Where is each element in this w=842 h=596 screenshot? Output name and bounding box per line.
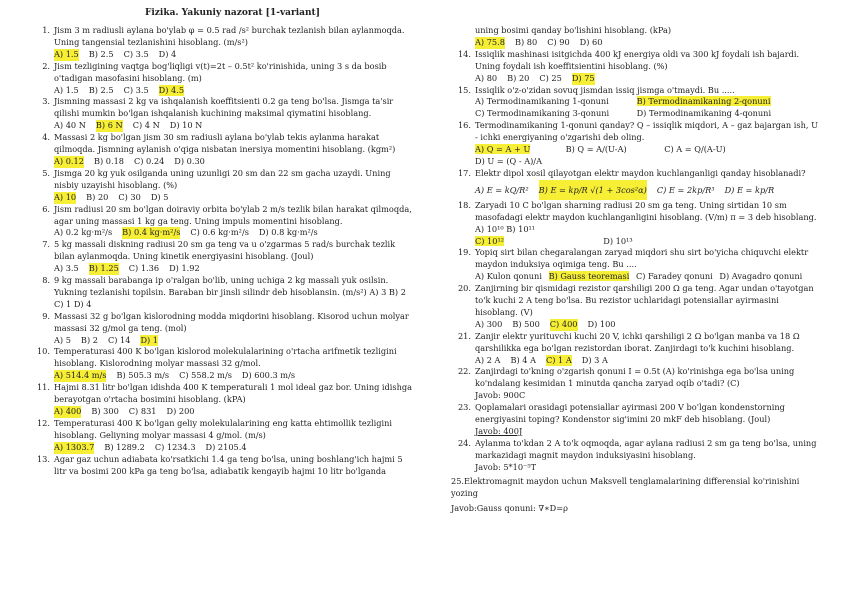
option-a: A) 40 N <box>54 120 86 131</box>
question-9: 9. Massasi 32 g bo'lgan kislorodning modda miqdorini hisoblang. Kisorod uchun molyar massasi 32 g/mol ga teng. (mol) A) 5 B) 2 C) 14 D) 1 <box>30 311 415 347</box>
option-d: D) E = kp/R <box>724 184 775 195</box>
options <box>475 37 823 49</box>
question-19: 19. Yopiq sirt bilan chegaralangan zaryad miqdori shu sirt bo'yicha chiquvchi elektr maydon induksiya oqimiga teng. Bu .... A) Kulon qonuni B) Gauss teoremasi C) Faradey qonuni D) Avagadro qonuni <box>451 247 823 283</box>
options <box>54 227 415 239</box>
options <box>54 442 415 454</box>
left-column <box>30 25 415 477</box>
question-18: 18. Zaryadi 10 C bo'lgan sharning radiusi 20 sm ga teng. Uning sirtidan 10 sm masofadagi elektr maydon kuchlanganligini hisoblang. (V/m) π = 3 deb hisoblang. A) 10¹⁰ B) 10¹¹ C) 10¹² D) 10¹³ <box>451 200 823 248</box>
question-2: 2. Jism tezligining vaqtga bog'liqligi v(t)=2t – 0.5t² ko'rinishida, uning 3 s da bosib o'tadigan masofasini hisoblang. (m) A) 1.5 B) 2.5 C) 3.5 D) 4.5 <box>30 61 415 97</box>
option-d: D) 1 <box>140 334 159 345</box>
question-13: 13. Agar gaz uchun adiabata ko'rsatkichi 1.4 ga teng bo'lsa, uning boshlang'ich hajmi 5 litr va bosimi 200 kPa ga teng bo'lsa, adiabatik kengayib hajmi 10 litr bo'lganda <box>30 454 415 478</box>
option-b: B) 0.18 <box>93 155 124 166</box>
options <box>475 355 823 367</box>
option-d: D) 4.5 <box>158 84 185 95</box>
option-a: A) 0.2 kg·m²/s <box>54 227 113 238</box>
option-a: A) 5 <box>54 334 71 345</box>
question-text: Elektr dipol xosil qilayotgan elektr maydon kuchlanganligi qanday hisoblanadi? <box>475 167 806 178</box>
options <box>54 335 415 347</box>
option-d: D) 0.30 <box>174 155 205 166</box>
option-a: A) 2 A <box>475 354 501 365</box>
question-text: 25.Elektromagnit maydon uchun Maksvell tenglamalarining differensial ko'rinishini yozing <box>451 475 800 498</box>
question-11: 11. Hajmi 8.31 litr bo'lgan idishda 400 K temperaturali 1 mol ideal gaz bor. Uning idishga berayotgan o'rtacha bosimini hisoblang. (kPA) A) 400 B) 300 C) 831 D) 200 <box>30 382 415 418</box>
option-a: A) 1.5 <box>54 48 79 59</box>
option-b: B) 2.5 <box>88 48 114 59</box>
option-c: C) Termodinamikaning 3-qonuni <box>475 108 610 119</box>
options <box>54 263 415 275</box>
question-text: Jism radiusi 20 sm bo'lgan doiraviy orbita bo'ylab 2 m/s tezlik bilan harakat qilmoqda, agar uning massasi 1 kg ga teng. Uning impuls momentini hisoblang. <box>54 203 412 226</box>
option-c: C) 831 <box>128 406 157 416</box>
answer: Javob: 900C <box>475 390 526 401</box>
option-c: C) Faradey qonuni <box>635 271 713 282</box>
option-d: D) 75 <box>571 72 595 83</box>
option-d: D) Avagadro qonuni <box>719 271 803 282</box>
option-b: B) 4 A <box>510 354 536 365</box>
question-14: 14. Issiqlik mashinasi isitgichda 400 kJ energiya oldi va 300 kJ foydali ish bajardi. Uning foydali ish koeffitsientini hisoblang. (%) A) 80 B) 20 C) 25 D) 75 <box>451 49 823 85</box>
option-c: C) A = Q/(A-U) <box>664 144 726 155</box>
question-text: Temperaturasi 400 K bo'lgan kislorod molekulalarining o'rtacha arifmetik tezligini hisoblang. Kislorodning molyar massasi 32 g/mol. <box>54 346 397 369</box>
question-22: 22. Zanjirdagi to'kning o'zgarish qonuni I = 0.5t (A) ko'rinishga ega bo'lsa uning ko'ndalang kesimidan 1 minutda qancha zaryad oqib o'tadi? (C) Javob: 900C <box>451 366 823 402</box>
option-b: B) 1.25 <box>88 263 119 274</box>
options <box>54 49 415 61</box>
option-c: C) 3.5 <box>123 84 149 95</box>
question-24: 24. Aylanma to'kdan 2 A to'k oqmoqda, agar aylana radiusi 2 sm ga teng bo'lsa, uning markazidagi magnit maydon induksiyasini hisoblang. Javob: 5*10⁻⁵T <box>451 438 823 474</box>
option-b: B) 0.4 kg·m²/s <box>122 227 181 238</box>
question-text: Jismga 20 kg yuk osilganda uning uzunligi 20 sm dan 22 sm gacha uzaydi. Uning nisbiy uzayishi hisoblang. (%) <box>54 167 391 190</box>
options <box>54 120 415 132</box>
question-23: 23. Qoplamalari orasidagi potensiallar ayirmasi 200 V bo'lgan kondenstorning energiyasini toping? Kondenstor sig'imini 20 mkF deb hisoblang. (Joul) Javob: 400J <box>451 402 823 438</box>
option-d: D) 1.92 <box>169 263 200 274</box>
question-text: 5 kg massali diskning radiusi 20 sm ga teng va u o'zgarmas 5 rad/s burchak tezlik bilan aylanmoqda. Uning kinetik energiyasini hisoblang. (Joul) <box>54 239 396 262</box>
options <box>54 406 415 418</box>
option-a: A) 514.4 m/s <box>54 370 107 381</box>
question-5: 5. Jismga 20 kg yuk osilganda uning uzunligi 20 sm dan 22 sm gacha uzaydi. Uning nisbiy uzayishi hisoblang. (%) A) 10 B) 20 C) 30 D) 5 <box>30 168 415 204</box>
option-c: C) 25 <box>539 72 562 83</box>
option-a: A) 75.8 <box>475 36 505 47</box>
option-d: D) 2105.4 <box>205 441 247 452</box>
question-20: 20. Zanjirning bir qismidagi rezistor qarshiligi 200 Ω ga teng. Agar undan o'tayotgan to'k kuchi 2 A teng bo'lsa. Bu rezistor uchlaridagi potensiallar ayirmasini hisoblang. (V) A) 300 B) 500 C) 400 D) 100 <box>451 283 823 331</box>
question-16: 16. Termodinamikaning 1-qonuni qanday? Q – issiqlik miqdori, A – gaz bajargan ish, U - ichki energiyaning o'zgarishi deb oling. A) Q = A + U B) Q = A/(U-A) C) A = Q/(A-U) D) U = (Q - A)/A <box>451 120 823 168</box>
question-text: Zaryadi 10 C bo'lgan sharning radiusi 20 sm ga teng. Uning sirtidan 10 sm masofadagi elektr maydon kuchlanganligini hisoblang. (V/m) π = 3 deb hisoblang. A) 10¹⁰ B) 10¹¹ <box>475 199 817 234</box>
options <box>475 236 823 248</box>
question-6: 6. Jism radiusi 20 sm bo'lgan doiraviy orbita bo'ylab 2 m/s tezlik bilan harakat qilmoqda, agar uning massasi 1 kg ga teng. Uning impuls momentini hisoblang. A) 0.2 kg·m²/s B) 0.4 kg·m²/s C) 0.6 kg·m²/s D) 0.8 kg·m²/s <box>30 204 415 240</box>
option-b: B) Q = A/(U-A) <box>565 144 627 155</box>
question-text: Massasi 2 kg bo'lgan jism 30 sm radiusli aylana bo'ylab tekis aylanma harakat qilmoqda. Jismning aylanish o'qiga nisbatan inersiya momentini hisoblang. (kgm²) <box>54 132 396 155</box>
option-b: B) 505.3 m/s <box>116 370 170 381</box>
option-b: B) 80 <box>514 36 538 47</box>
options <box>54 192 415 204</box>
question-25 <box>451 476 823 516</box>
question-21: 21. Zanjir elektr yurituvchi kuchi 20 V, ichki qarshiligi 2 Ω bo'lgan manba va 18 Ω qarshilikka ega bo'lgan rezistordan iborat. Zanjirdagi to'k kuchini hisoblang. A) 2 A B) 4 A C) 1 A D) 3 A <box>451 331 823 367</box>
question-text: 9 kg massali barabanga ip o'ralgan bo'lib, uning uchiga 2 kg massali yuk osilsin. Yukning tezlanishi topilsin. Baraban bir jinsli silindr deb hisoblansin. (m/s²) A) 3 B) 2 C) 1 D) 4 <box>54 275 406 309</box>
options <box>54 156 415 168</box>
option-a: A) 400 <box>54 406 82 416</box>
option-a: A) 300 <box>475 318 503 329</box>
option-d: D) 5 <box>150 191 169 202</box>
option-d: D) 3 A <box>581 354 608 365</box>
option-a: A) 80 <box>475 72 498 83</box>
option-a: A) 1303.7 <box>54 441 95 452</box>
question-text: Termodinamikaning 1-qonuni qanday? Q – issiqlik miqdori, A – gaz bajargan ish, U - ichki energiyaning o'zgarishi deb oling. <box>475 120 818 143</box>
option-b: B) Gauss teoremasi <box>548 271 630 282</box>
options <box>54 370 415 382</box>
question-text: Jism 3 m radiusli aylana bo'ylab φ = 0.5 rad /s² burchak tezlanish bilan aylanmoqda. Uning tangensial tezlanishini hisoblang. (m/s²) <box>54 25 405 47</box>
option-a: A) Q = A + U <box>475 144 531 155</box>
question-text: Qoplamalari orasidagi potensiallar ayirmasi 200 V bo'lgan kondenstorning energiyasini toping? Kondenstor sig'imini 20 mkF deb hisoblang. (Joul) <box>475 402 785 425</box>
question-text: Hajmi 8.31 litr bo'lgan idishda 400 K temperaturali 1 mol ideal gaz bor. Uning idishga berayotgan o'rtacha bosimini hisoblang. (kPA) <box>54 382 413 405</box>
option-d: D) U = (Q - A)/A <box>475 155 542 166</box>
page-title: Fizika. Yakuniy nazorat [1-variant] <box>145 8 320 18</box>
question-4: 4. Massasi 2 kg bo'lgan jism 30 sm radiusli aylana bo'ylab tekis aylanma harakat qilmoqda. Jismning aylanish o'qiga nisbatan inersiya momentini hisoblang. (kgm²) A) 0.12 B) 0.18 C) 0.24 D) 0.30 <box>30 132 415 168</box>
question-text: Zanjirning bir qismidagi rezistor qarshiligi 200 Ω ga teng. Agar undan o'tayotgan to'k kuchi 2 A teng bo'lsa. Bu rezistor uchlaridagi potensiallar ayirmasini hisoblang. (V) <box>475 283 814 317</box>
answer: Javob: 5*10⁻⁵T <box>475 461 537 472</box>
option-b: B) E = kp/R √(1 + 3cos²α) <box>539 180 647 200</box>
option-d: D) 10 N <box>169 120 203 131</box>
option-c: C) 1 A <box>545 354 572 365</box>
options <box>54 85 415 97</box>
option-b: B) Termodinamikaning 2-qonuni <box>636 96 771 107</box>
question-text: Zanjir elektr yurituvchi kuchi 20 V, ichki qarshiligi 2 Ω bo'lgan manba va 18 Ω qarshilikka ega bo'lgan rezistordan iborat. Zanjirdagi to'k kuchini hisoblang. <box>475 330 800 353</box>
option-c: C) 1234.3 <box>154 441 196 452</box>
option-c: C) 30 <box>118 191 141 202</box>
option-b: B) 300 <box>91 406 119 416</box>
option-a: A) 10 <box>54 191 77 202</box>
option-b: B) 1289.2 <box>104 441 145 452</box>
option-b: B) 500 <box>512 318 540 329</box>
question-text: Jismning massasi 2 kg va ishqalanish koeffitsienti 0.2 ga teng bo'lsa. Jismga ta'sir qilishi mumkin bo'lgan ishqalanish kuchining maksimal qiymatini hisoblang. <box>54 96 394 119</box>
option-d: D) 100 <box>587 318 616 329</box>
option-c: C) 1.36 <box>128 263 160 274</box>
options <box>475 271 823 283</box>
option-c: C) 10¹² <box>475 235 505 246</box>
options <box>475 319 823 331</box>
option-d: D) 4 <box>158 48 177 59</box>
question-text: uning bosimi qanday bo'lishini hisoblang. (kPa) <box>475 25 672 35</box>
question-text: Yopiq sirt bilan chegaralangan zaryad miqdori shu sirt bo'yicha chiquvchi elektr maydon induksiya oqimiga teng. Bu .... <box>475 247 809 270</box>
option-a: A) 0.12 <box>54 155 84 166</box>
right-column <box>451 25 823 515</box>
answer: Javob:Gauss qonuni: ∇∗D=ρ <box>451 503 568 514</box>
option-b: B) 6 N <box>95 120 123 131</box>
question-7: 7. 5 kg massali diskning radiusi 20 sm ga teng va u o'zgarmas 5 rad/s burchak tezlik bilan aylanmoqda. Uning kinetik energiyasini hisoblang. (Joul) A) 3.5 B) 1.25 C) 1.36 D) 1.92 <box>30 239 415 275</box>
question-12: 12. Temperaturasi 400 K bo'lgan geliy molekulalarining eng katta ehtimollik tezligini hisoblang. Geliyning molyar massasi 4 g/mol. (m/s) A) 1303.7 B) 1289.2 C) 1234.3 D) 2105.4 <box>30 418 415 454</box>
question-text: Temperaturasi 400 K bo'lgan geliy molekulalarining eng katta ehtimollik tezligini hisoblang. Geliyning molyar massasi 4 g/mol. (m/s) <box>54 417 393 440</box>
option-c: C) 558.2 m/s <box>179 370 232 381</box>
question-text: Massasi 32 g bo'lgan kislorodning modda miqdorini hisoblang. Kisorod uchun molyar massasi 32 g/mol ga teng. (mol) <box>54 310 409 333</box>
option-c: C) 90 <box>547 36 570 47</box>
question-10: 10. Temperaturasi 400 K bo'lgan kislorod molekulalarining o'rtacha arifmetik tezligini hisoblang. Kislorodning molyar massasi 32 g/mol. A) 514.4 m/s B) 505.3 m/s C) 558.2 m/s D) 600.3 m/s <box>30 346 415 382</box>
question-text: Issiqlik mashinasi isitgichda 400 kJ energiya oldi va 300 kJ foydali ish bajardi. Uning foydali ish koeffitsientini hisoblang. (%) <box>475 48 800 71</box>
option-d: D) 0.8 kg·m²/s <box>258 227 318 238</box>
option-a: A) 3.5 <box>54 263 79 274</box>
option-c: C) 0.24 <box>134 155 165 166</box>
option-a: A) 1.5 <box>54 84 79 95</box>
question-text: Issiqlik o'z-o'zidan sovuq jismdan issiq jismga o'tmaydi. Bu ..... <box>475 84 735 95</box>
question-1: 1. Jism 3 m radiusli aylana bo'ylab φ = 0.5 rad /s² burchak tezlanish bilan aylanmoqda. Uning tangensial tezlanishini hisoblang. (m/s²) A) 1.5 B) 2.5 C) 3.5 D) 4 <box>30 25 415 61</box>
option-d: D) 600.3 m/s <box>241 370 296 381</box>
question-15: 15. Issiqlik o'z-o'zidan sovuq jismdan issiq jismga o'tmaydi. Bu ..... A) Termodinamikaning 1-qonuni B) Termodinamikaning 2-qonuni C) Termodinamikaning 3-qonuni D) Termodinamikaning 4-qonuni <box>451 85 823 121</box>
option-a: A) Termodinamikaning 1-qonuni <box>475 96 609 107</box>
option-d: D) 200 <box>166 406 195 416</box>
answer: Javob: 400J <box>475 426 523 436</box>
option-a: A) E = kQ/R² <box>475 184 529 195</box>
option-b: B) 20 <box>86 191 109 202</box>
option-c: C) 3.5 <box>123 48 149 59</box>
option-d: D) 60 <box>579 36 603 47</box>
option-b: B) 20 <box>507 72 530 83</box>
options-row-1 <box>475 96 823 108</box>
options <box>475 73 823 85</box>
question-text: Agar gaz uchun adiabata ko'rsatkichi 1.4 ga teng bo'lsa, uning boshlang'ich hajmi 5 litr va bosimi 200 kPa ga teng bo'lsa, adiabatik kengayib hajmi 10 litr bo'lganda <box>54 453 403 476</box>
question-13-continued <box>451 25 823 49</box>
options-row-2 <box>475 108 823 120</box>
question-text: Aylanma to'kdan 2 A to'k oqmoqda, agar aylana radiusi 2 sm ga teng bo'lsa, uning markazidagi magnit maydon induksiyasini hisoblang. <box>475 437 817 460</box>
option-b: B) 2 <box>80 334 98 345</box>
question-3: 3. Jismning massasi 2 kg va ishqalanish koeffitsienti 0.2 ga teng bo'lsa. Jismga ta'sir qilishi mumkin bo'lgan ishqalanish kuchining maksimal qiymatini hisoblang. A) 40 N B) 6 N C) 4 N D) 10 N <box>30 96 415 132</box>
option-c: C) 0.6 kg·m²/s <box>190 227 249 238</box>
question-8: 8. 9 kg massali barabanga ip o'ralgan bo'lib, uning uchiga 2 kg massali yuk osilsin. Yukning tezlanishi topilsin. Baraban bir jinsli silindr deb hisoblansin. (m/s²) A) 3 B) 2 C) 1 D) 4 <box>30 275 415 311</box>
option-d: D) 10¹³ <box>603 235 633 246</box>
question-17: 17. Elektr dipol xosil qilayotgan elektr maydon kuchlanganligi qanday hisoblanadi? A) E = kQ/R² B) E = kp/R √(1 + 3cos²α) C) E = 2kp/R³ D) E = kp/R <box>451 168 823 200</box>
option-a: A) Kulon qonuni <box>475 271 542 282</box>
option-c: C) 4 N <box>132 120 160 131</box>
option-d: D) Termodinamikaning 4-qonuni <box>636 108 772 119</box>
question-text: Jism tezligining vaqtga bog'liqligi v(t)=2t – 0.5t² ko'rinishida, uning 3 s da bosib o'tadigan masofasini hisoblang. (m) <box>54 60 387 83</box>
option-b: B) 2.5 <box>88 84 114 95</box>
options <box>475 180 823 200</box>
option-c: C) E = 2kp/R³ <box>656 184 715 195</box>
option-c: C) 400 <box>549 318 578 329</box>
options <box>475 144 823 168</box>
question-text: Zanjirdagi to'kning o'zgarish qonuni I = 0.5t (A) ko'rinishga ega bo'lsa uning ko'ndalang kesimidan 1 minutda qancha zaryad oqib o'tadi? (C) <box>475 366 795 389</box>
option-c: C) 14 <box>107 334 131 345</box>
